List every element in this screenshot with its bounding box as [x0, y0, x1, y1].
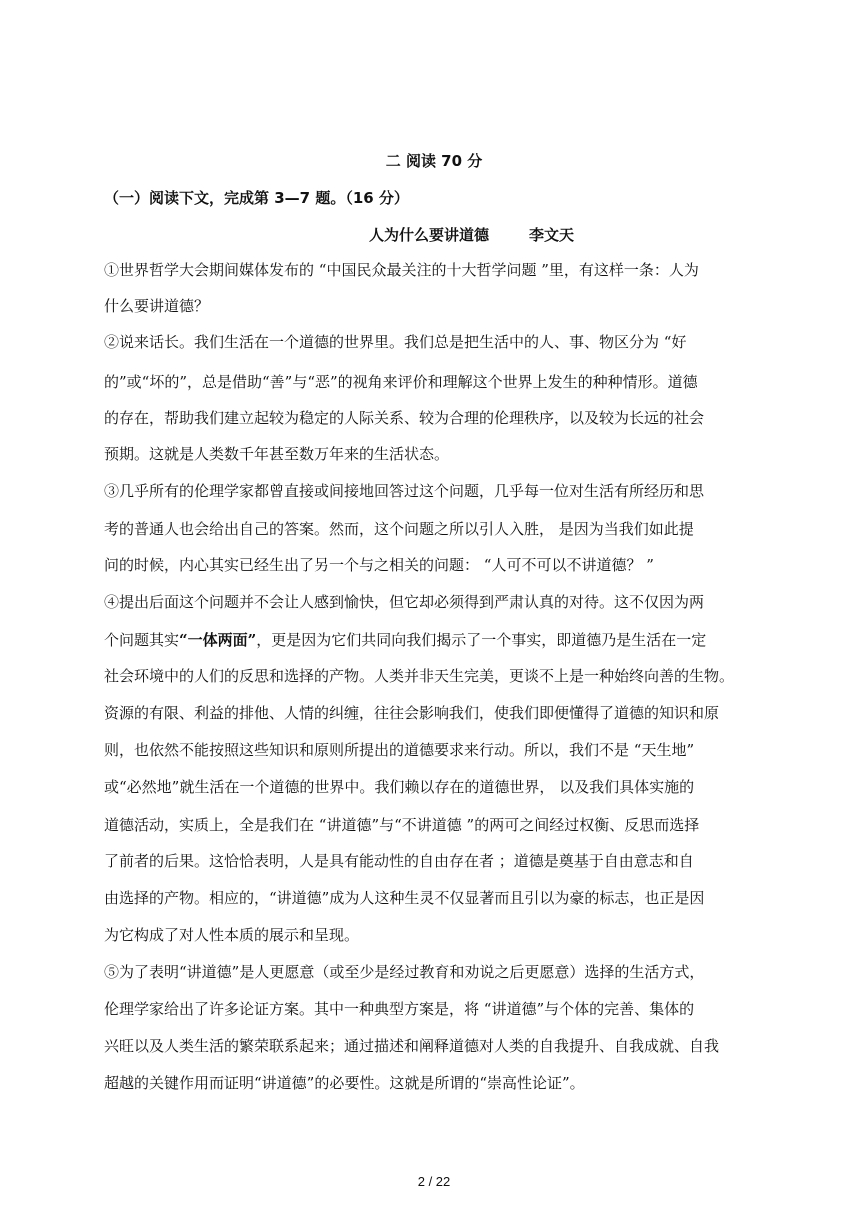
text-fragment: ，更是因为它们共同向我们揭示了一个事实，即道德乃是生活在一定: [256, 631, 707, 649]
text-line: ②说来话长。我们生活在一个道德的世界里。我们总是把生活中的人、事、物区分为 “好: [104, 333, 687, 351]
text-line: 或“必然地”就生活在一个道德的世界中。我们赖以存在的道德世界， 以及我们具体实施的: [104, 778, 695, 796]
text-fragment: 个问题其实: [104, 631, 180, 649]
text-line: 社会环境中的人们的反思和选择的产物。人类并非天生完美，更谈不上是一种始终向善的生物。: [104, 667, 735, 685]
text-line: 考的普通人也会给出自己的答案。然而，这个问题之所以引人入胜， 是因为当我们如此提: [104, 520, 694, 538]
text-line: 预期。这就是人类数千年甚至数万年来的生活状态。: [104, 445, 450, 463]
text-line: 为它构成了对人性本质的展示和呈现。: [104, 926, 360, 944]
text-line: 伦理学家给出了许多论证方案。其中一种典型方案是，将 “讲道德”与个体的完善、集体的: [104, 1000, 695, 1018]
text-line: 什么要讲道德？: [104, 297, 210, 315]
text-line: ③几乎所有的伦理学家都曾直接或间接地回答过这个问题，几乎每一位对生活有所经历和思: [104, 482, 705, 500]
text-line: 兴旺以及人类生活的繁荣联系起来；通过描述和阐释道德对人类的自我提升、自我成就、自我: [104, 1037, 720, 1055]
article-author: 李文天: [529, 226, 575, 244]
section-title: 二 阅读 70 分: [385, 152, 483, 170]
text-line: 道德活动，实质上，全是我们在 “讲道德”与“不讲道德 ”的两可之间经过权衡、反思而选择: [104, 816, 700, 834]
text-line: ①世界哲学大会期间媒体发布的 “中国民众最关注的十大哲学问题 ”里，有这样一条：人为: [104, 261, 699, 279]
text-line: 资源的有限、利益的排他、人情的纠缠，往往会影响我们，使我们即便懂得了道德的知识和原: [104, 704, 720, 722]
subsection-title: （一）阅读下文，完成第 3—7 题。（16 分）: [104, 189, 409, 207]
text-line: ④提出后面这个问题并不会让人感到愉快，但它却必须得到严肃认真的对待。这不仅因为两: [104, 593, 705, 611]
text-line: 了前者的后果。这恰恰表明，人是具有能动性的自由存在者 ；道德是奠基于自由意志和自: [104, 852, 694, 870]
text-line: 超越的关键作用而证明“讲道德”的必要性。这就是所谓的“崇高性论证”。: [104, 1074, 585, 1092]
text-line: ⑤为了表明“讲道德”是人更愿意（或至少是经过教育和劝说之后更愿意）选择的生活方式，: [104, 963, 705, 981]
text-line: 问的时候，内心其实已经生出了另一个与之相关的问题： “人可不可以不讲道德？ ”: [104, 556, 654, 574]
emphasis-text: “一体两面”: [179, 631, 257, 649]
article-title: 人为什么要讲道德: [369, 226, 490, 244]
page-number: 2 / 22: [417, 1174, 451, 1189]
text-line-with-emphasis: [104, 630, 706, 650]
text-line: 则，也依然不能按照这些知识和原则所提出的道德要求来行动。所以，我们不是 “天生地”: [104, 741, 695, 759]
text-line: 的”或“坏的”，总是借助“善”与“恶”的视角来评价和理解这个世界上发生的种种情形。道德: [104, 373, 698, 391]
text-line: 的存在，帮助我们建立起较为稳定的人际关系、较为合理的伦理秩序，以及较为长远的社会: [104, 409, 705, 427]
text-line: 由选择的产物。相应的，“讲道德”成为人这种生灵不仅显著而且引以为豪的标志，也正是因: [104, 889, 705, 907]
article-heading: [369, 224, 574, 245]
